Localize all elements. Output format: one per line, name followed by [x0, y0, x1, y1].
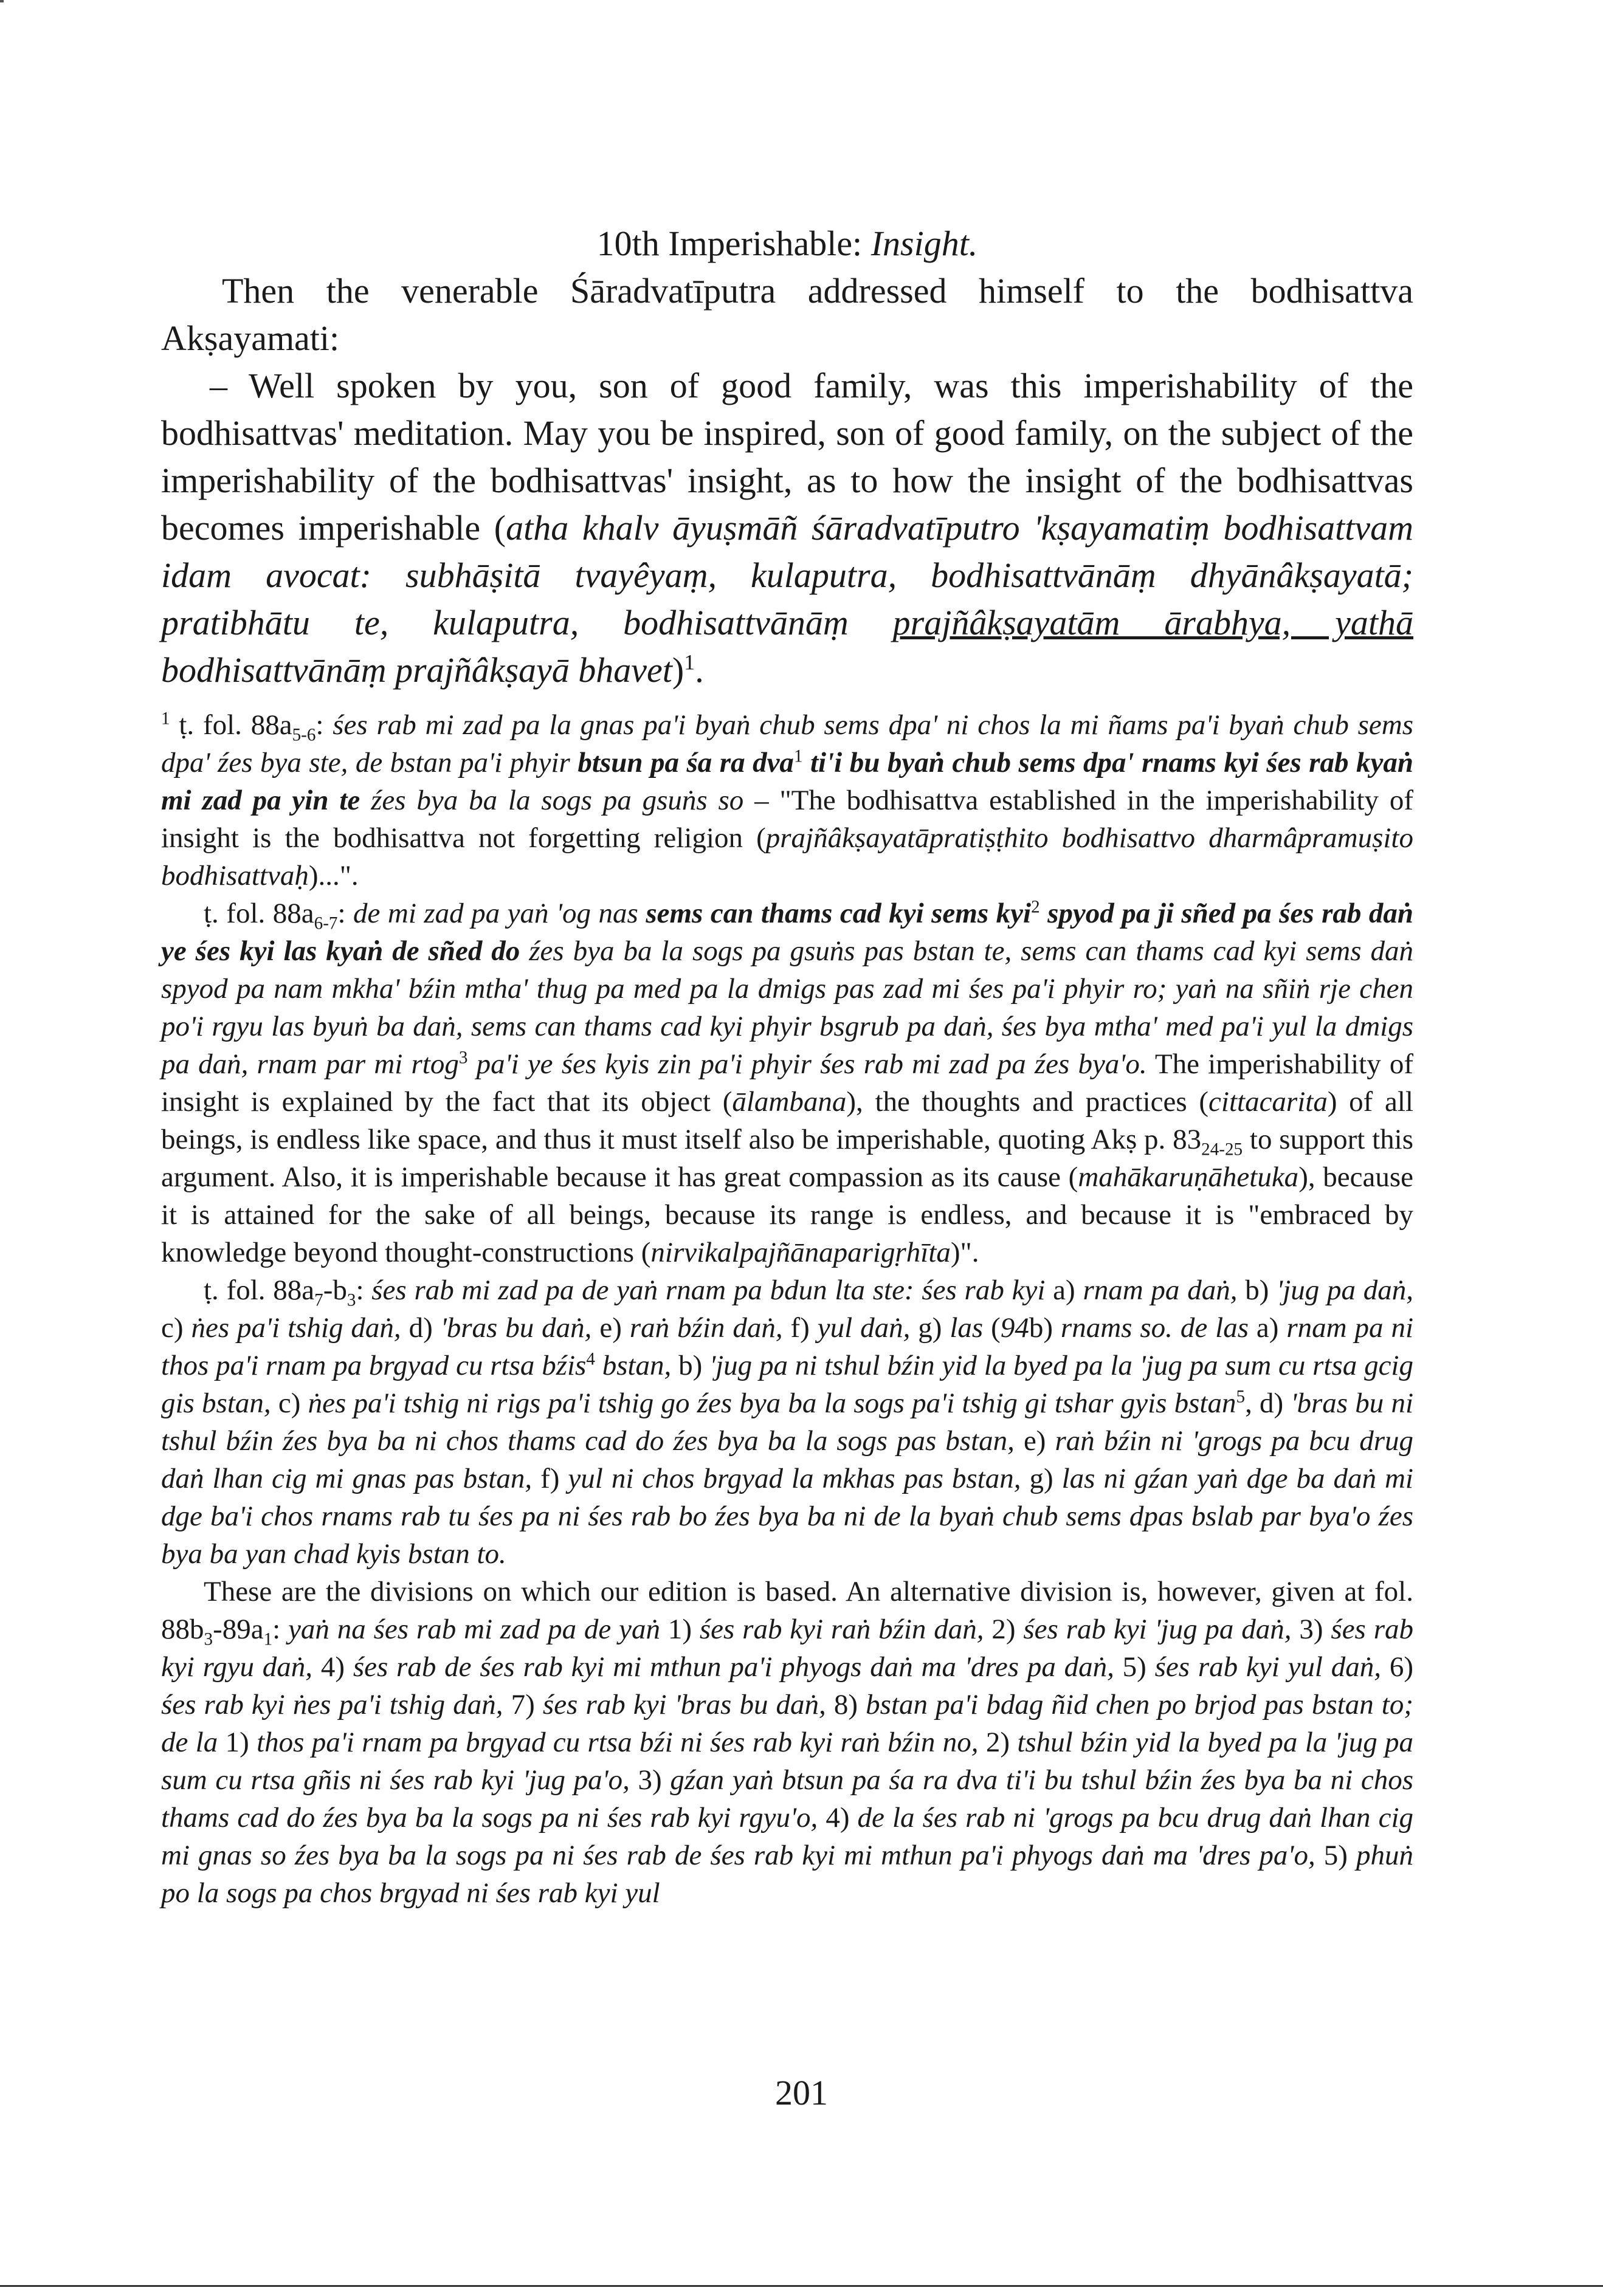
footnotes — [161, 706, 1413, 1912]
footnote-3: ṭ. fol. $88a_7-b_3$: śes rab mi zad pa de yaṅ rnam pa bdun lta ste: śes rab kyi a) rnam pa daṅ, b) 'jug pa daṅ, c) ṅes pa'i tshig daṅ, d) 'bras bu daṅ, e) raṅ bźin daṅ, f) yul daṅ, g) las (94b) rnams so. de las a) rnam pa ni thos pa'i rnam pa brgyad cu rtsa bźis$^4$ bstan, b) 'jug pa ni tshul bźin yid la byed pa la 'jug pa sum cu rtsa gcig gis bstan, c) ṅes pa'i tshig ni rigs pa'i tshig go źes bya ba la sogs pa'i tshig gi tshar gyis bstan$^5$, d) 'bras bu ni tshul bźin źes bya ba ni chos thams cad do źes bya ba la sogs pas bstan, e) raṅ bźin ni 'grogs pa bcu drug daṅ lhan cig mi gnas pas bstan, f) yul ni chos brgyad la mkhas pas bstan, g) las ni gźan yaṅ dge ba daṅ mi dge ba'i chos rnams rab tu śes pa ni śes rab bo źes bya ba ni de la byaṅ chub sems dpas bslab par bya'o źes bya ba yan chad kyis bstan to. — [161, 1274, 1414, 1570]
scan-speck — [0, 0, 4, 2]
footnote-ref-1[interactable]: 1 — [684, 650, 695, 675]
footnote-1: $^1$ ṭ. fol. $88a_{5-6}$: śes rab mi zad pa la gnas pa'i byaṅ chub sems dpa' ni chos la mi ñams pa'i byaṅ chub sems dpa' źes bya ste, de bstan pa'i phyir btsun pa śa ra dva$^1$ ti'i bu byaṅ chub sems dpa' rnams kyi śes rab kyaṅ mi zad pa yin te źes bya ba la sogs pa gsuṅs so – "The bodhisattva established in the imperishability of insight is the bodhisattva not forgetting religion (prajñâkṣayatāpratiṣṭhito bodhisattvo dharmâpramuṣito bodhisattvaḥ)...". — [161, 709, 1414, 892]
section-heading: 10th Imperishable: Insight. — [596, 224, 978, 263]
paragraph-1: Then the venerable Śāradvatīputra addressed himself to the bodhisattva Akṣayamati: — [161, 271, 1413, 358]
footnote-4: These are the divisions on which our edition is based. An alternative division is, however, given at fol. $88b_3-89a_1$: yaṅ na śes rab mi zad pa de yaṅ 1) śes rab kyi raṅ bźin daṅ, 2) śes rab kyi 'jug pa daṅ, 3) śes rab kyi rgyu daṅ, 4) śes rab de śes rab kyi mi mthun pa'i phyogs daṅ ma 'dres pa daṅ, 5) śes rab kyi yul daṅ, 6) śes rab kyi ṅes pa'i tshig daṅ, 7) śes rab kyi 'bras bu daṅ, 8) bstan pa'i bdag ñid chen po brjod pas bstan to; de la 1) thos pa'i rnam pa brgyad cu rtsa bźi ni śes rab kyi raṅ bźin no, 2) tshul bźin yid la byed pa la 'jug pa sum cu rtsa gñis ni śes rab kyi 'jug pa'o, 3) gźan yaṅ btsun pa śa ra dva ti'i bu tshul bźin źes bya ba ni chos thams cad do źes bya ba la sogs pa ni śes rab kyi rgyu'o, 4) de la śes rab ni 'grogs pa bcu drug daṅ lhan cig mi gnas so źes bya ba la sogs pa ni śes rab de śes rab kyi mi mthun pa'i phyogs daṅ ma 'dres pa'o, 5) phuṅ po la sogs pa chos brgyad ni śes rab kyi yul — [161, 1576, 1414, 1909]
page-number: 201 — [775, 2073, 828, 2112]
scan-edge-line — [0, 2285, 1603, 2287]
footnote-mark: 1 — [161, 709, 170, 729]
page-content — [161, 220, 1413, 1912]
main-text — [161, 220, 1413, 694]
footnote-2: ṭ. fol. $88a_{6-7}$: de mi zad pa yaṅ 'og nas sems can thams cad kyi sems kyi$^2$ spyod pa ji sñed pa śes rab daṅ ye śes kyi las kyaṅ de sñed do źes bya ba la sogs pa gsuṅs pas bstan te, sems can thams cad kyi sems daṅ spyod pa nam mkha' bźin mtha' thug pa med pa la dmigs pas zad mi śes pa'i phyir ro; yaṅ na sñiṅ rje chen po'i rgyu las byuṅ ba daṅ, sems can thams cad kyi phyir bsgrub pa daṅ, śes bya mtha' med pa'i yul la dmigs pa daṅ, rnam par mi rtog$^3$ pa'i ye śes kyis zin pa'i phyir śes rab mi zad pa źes bya'o. The imperishability of insight is explained by the fact that its object (ālambana), the thoughts and practices (cittacarita) of all beings, is endless like space, and thus it must itself also be imperishable, quoting Akṣ p. $83_{24-25}$ to support this argument. Also, it is imperishable because it has great compassion as its cause (mahākaruṇāhetuka), because it is attained for the sake of all beings, because its range is endless, and because it is "embraced by knowledge beyond thought-constructions (nirvikalpajñānaparigṛhīta)". — [161, 897, 1414, 1268]
paragraph-2: – Well spoken by you, son of good family, was this imperishability of the bodhisattvas' meditation. May you be inspired, son of good family, on the subject of the imperishability of the bodhisattvas' insight, as to how the insight of the bodhisattvas becomes imperishable (atha khalv āyuṣmāñ śāradvatīputro 'kṣayamatiṃ bodhisattvam idam avocat: subhāṣitā tvayêyaṃ, kulaputra, bodhisattvānāṃ dhyānâkṣayatā; pratibhātu te, kulaputra, bodhisattvānāṃ prajñâkṣayatām ārabhya, yathā bodhisattvānāṃ prajñâkṣayā bhavet)$^1$. — [161, 366, 1413, 690]
